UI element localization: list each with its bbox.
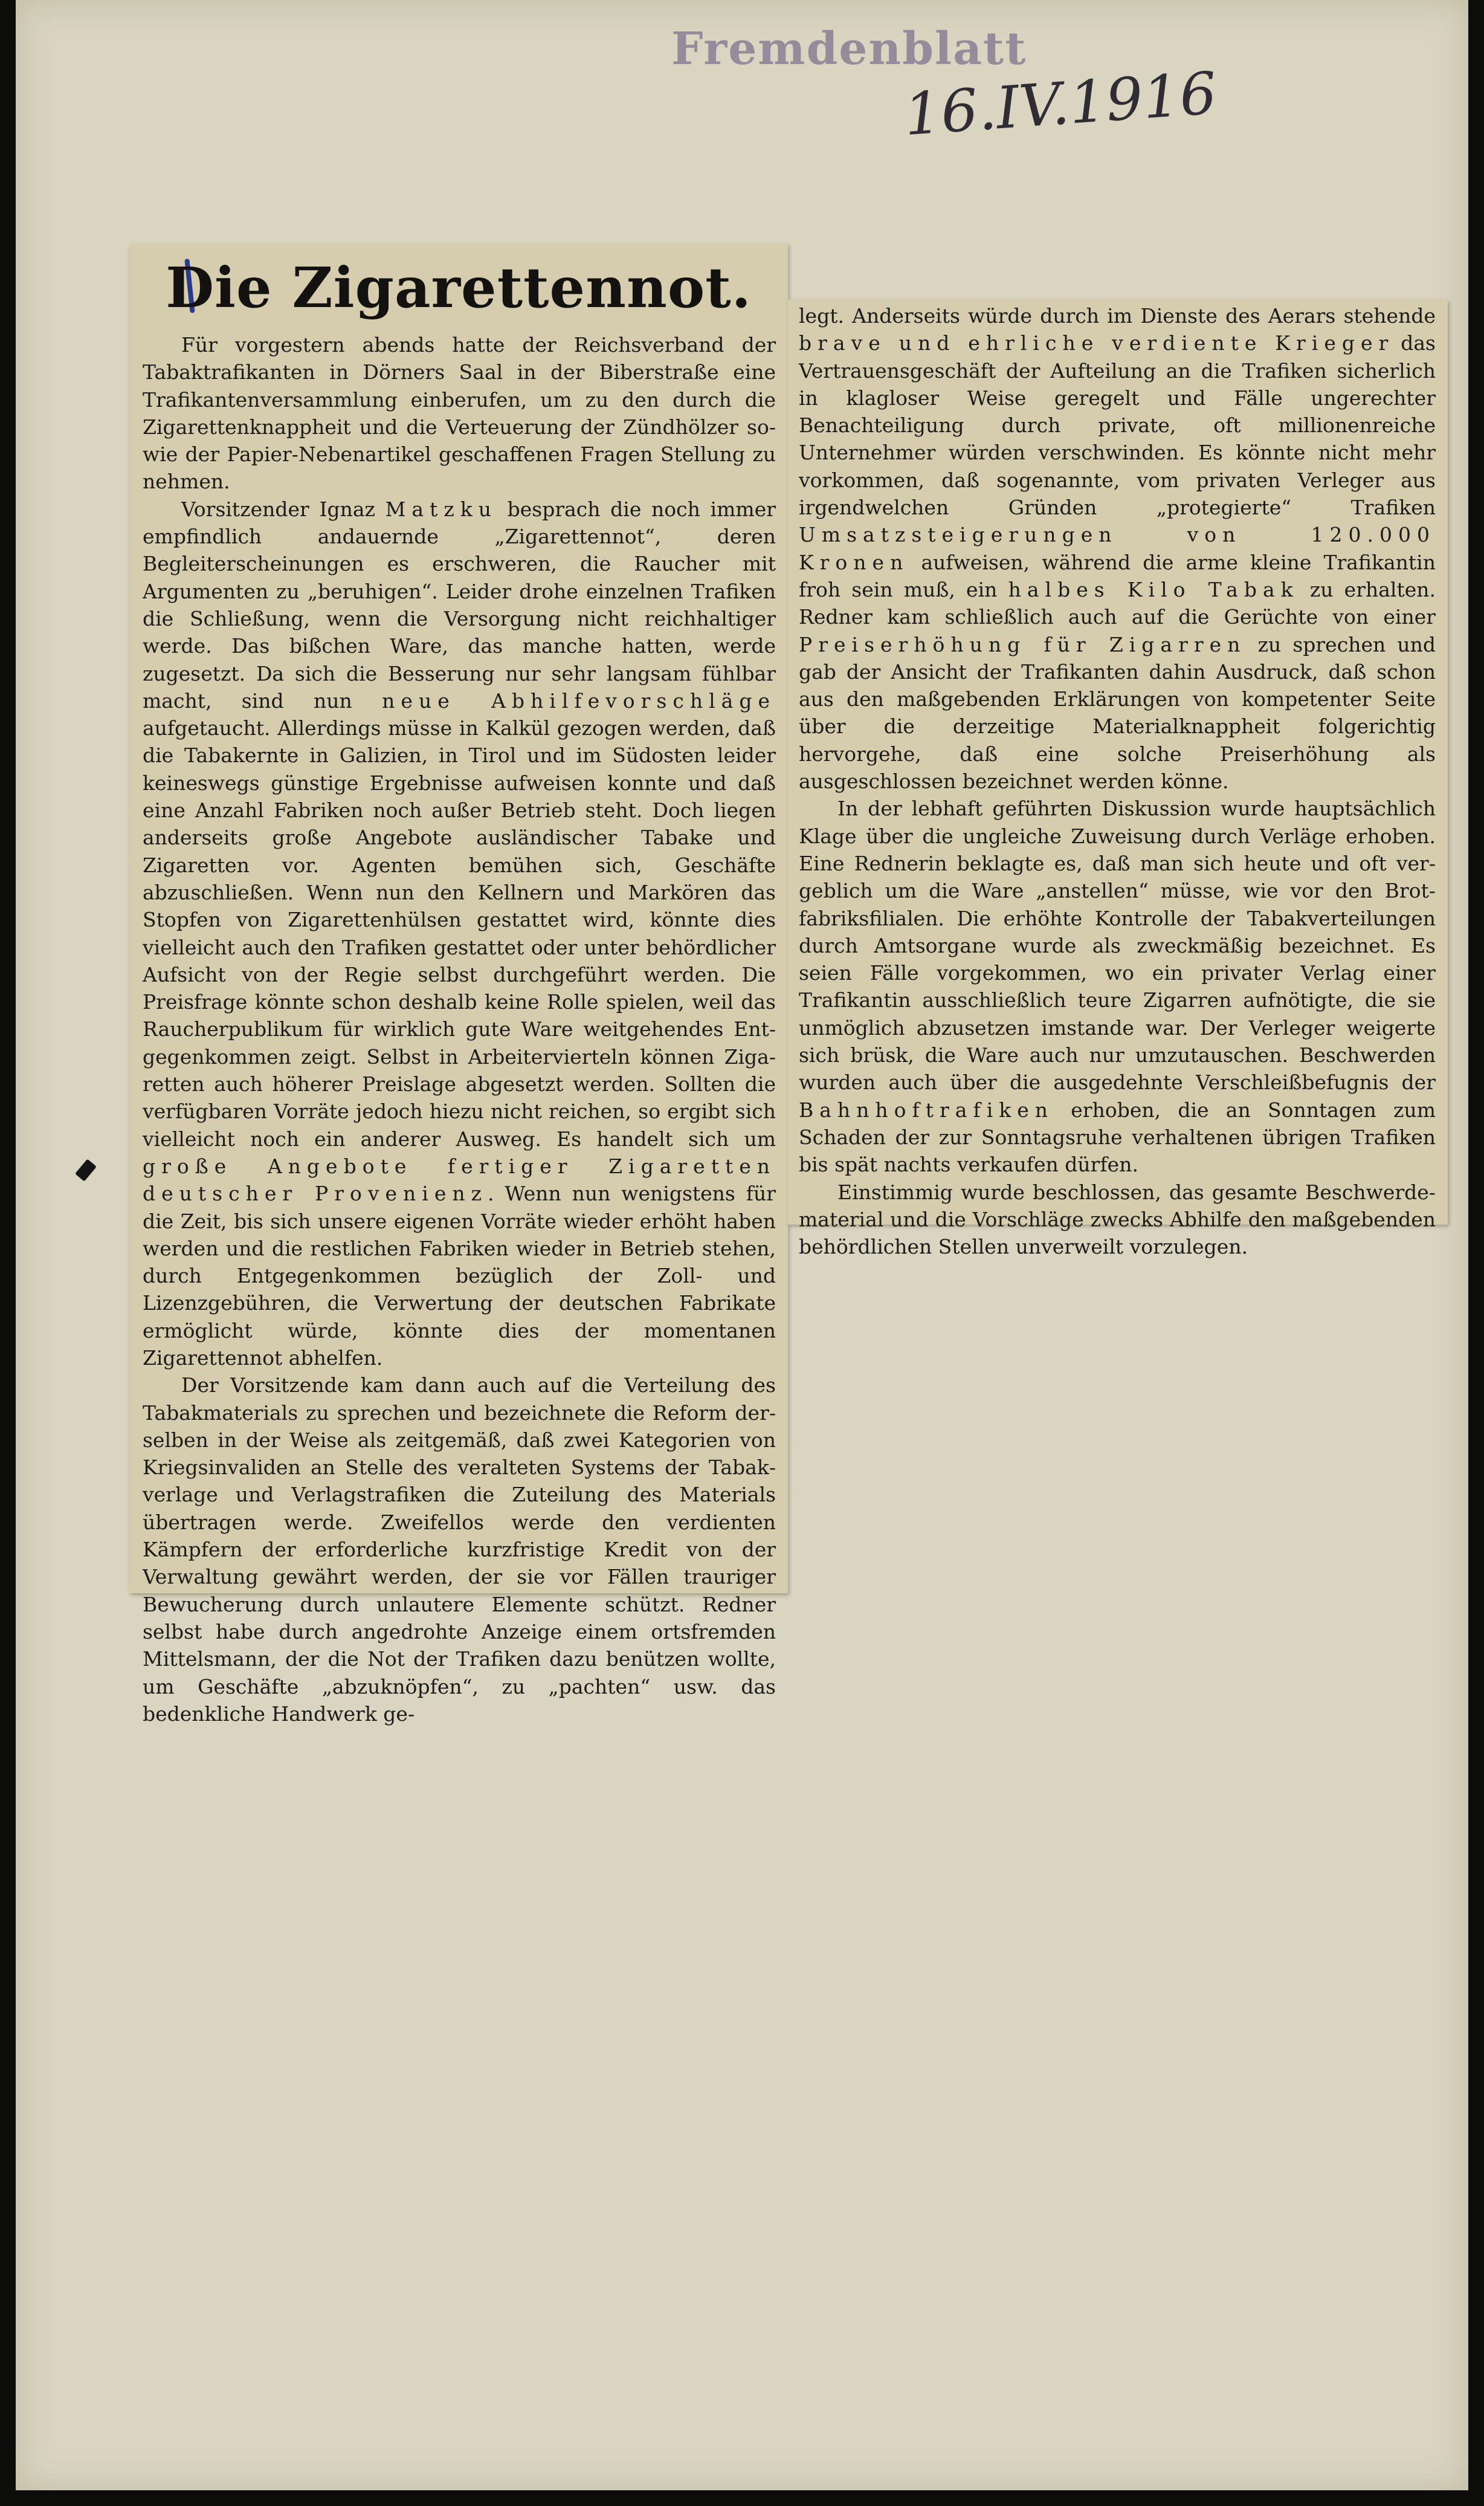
article-paragraph: Vorsitzender Ignaz Matzku besprach die noch immer empfindlich andauernde „Zigarettennot“, deren Begleiterscheinungen es erschweren, die Raucher mit Argumenten zu „beruhigen“. Leider drohe einzelnen Trafiken die Schließung, wenn die Versorgung nicht reichhaltiger werde. Das bißchen Ware, das manche hatten, werde zugesetzt. Da sich die Besserung nur sehr langsam fühlbar macht, sind nun neue Abhilfevorschläge aufgetaucht. Allerdings müsse in Kalkül gezogen werden, daß die Tabakernte in Galizien, in Tirol und im Südosten leider keineswegs günstige Ergebnisse aufweisen konnte und daß eine Anzahl Fabriken noch außer Betrieb steht. Doch liegen anderseits große Angebote ausländischer Tabake und Zigaretten vor. Agenten bemühen sich, Geschäfte abzuschließen. Wenn nun den Kellnern und Markören das Stopfen von Zigarettenhülsen gestattet wird, könnte dies vielleicht auch den Trafiken gestattet oder unter behördlicher Aufsicht von der Regie selbst durchgeführt werden. Die Preisfrage könnte schon deshalb keine Rolle spielen, weil das Raucherpublikum für wirklich gute Ware weitgehendes Entgegenkommen zeigt. Selbst in Arbeitervierteln können Zigaretten auch höherer Preislage abgesetzt werden. Sollten die verfügbaren Vorräte jedoch hiezu nicht reichen, so ergibt sich vielleicht noch ein anderer Ausweg. Es handelt sich um große Angebote fertiger Zigaretten deutscher Provenienz. Wenn nun wenigstens für die Zeit, bis sich unsere eigenen Vorräte wieder erhöht haben werden und die restlichen Fabriken wieder in Betrieb stehen, durch Entgegenkommen bezüglich der Zoll- und Lizenzgebühren, die Verwertung der deutschen Fabrikate ermöglicht würde, könnte dies der momentanen Zigarettennot abhelfen. <box>143 497 776 1370</box>
article-title: Die Zigarettennot. <box>166 255 752 320</box>
spaced-emphasis: brave und ehrliche verdiente Krieger <box>799 331 1395 355</box>
article-column-1 <box>143 331 776 1727</box>
article-paragraph: Einstimmig wurde beschlossen, das gesamte Beschwerdematerial und die Vorschläge zwecks Abhilfe den maßgebenden behördlichen Stellen unverweilt vorzulegen. <box>799 1180 1436 1259</box>
article-paragraph: Der Vorsitzende kam dann auch auf die Verteilung des Tabakmaterials zu sprechen und bezeichnete die Reform derselben in der Weise als zeitgemäß, daß zwei Kategorien von Kriegsinvaliden an Stelle des veralteten Systems der Tabakverlage und Verlagstrafiken die Zuteilung des Materials übertragen werde. Zweifellos werde den verdienten Kämpfern der erforderliche kurzfristige Kredit von der Verwaltung gewährt werden, der sie vor Fällen trauriger Bewucherung durch unlautere Elemente schützt. Redner selbst habe durch angedrohte Anzeige einem ortsfremden Mittelsmann, der die Not der Trafiken dazu benützen wollte, um Geschäfte „abzuknöpfen“, zu „pachten“ usw. das bedenkliche Handwerk ge- <box>143 1373 776 1726</box>
spaced-emphasis: halbes Kilo Tabak <box>1008 577 1299 601</box>
spaced-emphasis: Matzku <box>385 497 497 521</box>
article-paragraph: legt. Anderseits würde durch im Dienste des Aerars stehende brave und ehrliche verdiente Krieger das Vertrauensgeschäft der Aufteilung an die Trafiken sicherlich in klagloser Weise geregelt und Fälle ungerechter Benachteiligung durch private, oft millionenreiche Unternehmer würden verschwinden. Es könnte nicht mehr vorkommen, daß sogenannte, vom privaten Verleger aus irgendwelchen Gründen „protegierte“ Trafiken Umsatzsteigerungen von 120.000 Kronen aufweisen, während die arme kleine Trafikantin froh sein muß, ein halbes Kilo Tabak zu erhalten. Redner kam schließlich auch auf die Gerüchte von einer Preiserhöhung für Zigarren zu sprechen und gab der Ansicht der Trafikanten dahin Ausdruck, daß schon aus den maßgebenden Erklärungen von kompetenter Seite über die derzeitige Materialknappheit folgerichtig hervorgehe, daß eine solche Preiserhöhung als ausgeschlossen bezeichnet werden könne. <box>799 304 1436 794</box>
spaced-emphasis: Bahnhoftrafiken <box>799 1098 1054 1122</box>
newspaper-stamp: Fremdenblatt <box>671 23 1027 75</box>
spaced-emphasis: Preiserhöhung für Zigarren <box>799 632 1247 656</box>
article-paragraph: Für vorgestern abends hatte der Reichsverband der Tabaktrafikanten in Dörners Saal in der Biberstraße eine Trafikantenversammlung einberufen, um zu den durch die Zigarettenknappheit und die Verteuerung der Zündhölzer sowie der Papier-Nebenartikel geschaffenen Fragen Stellung zu nehmen. <box>143 333 776 494</box>
handwritten-date: 16.IV.1916 <box>902 59 1219 149</box>
spaced-emphasis: große Angebote fertiger Zigaretten deutscher Provenienz <box>143 1154 776 1206</box>
spaced-emphasis: Umsatzsteigerungen von 120.000 Kronen <box>799 523 1436 574</box>
spaced-emphasis: neue Abhilfevorschläge <box>382 688 776 713</box>
article-column-2 <box>799 302 1436 1260</box>
article-paragraph: In der lebhaft geführten Diskussion wurde hauptsächlich Klage über die ungleiche Zuweisung durch Verläge erhoben. Eine Rednerin beklagte es, daß man sich heute und oft vergeblich um die Ware „anstellen“ müsse, wie vor den Brotfabriksfilialen. Die erhöhte Kontrolle der Tabakverteilungen durch Amtsorgane wurde als zweckmäßig bezeichnet. Es seien Fälle vorgekommen, wo ein privater Verlag einer Trafikantin ausschließlich teure Zigarren aufnötigte, die sie unmöglich abzusetzen imstande war. Der Verleger weigerte sich brüsk, die Ware auch nur umzutauschen. Beschwerden wurden auch über die ausgedehnte Verschleißbefugnis der Bahnhoftrafiken erhoben, die an Sonntagen zum Schaden der zur Sonntagsruhe verhaltenen übrigen Trafiken bis spät nachts verkaufen dürfen. <box>799 797 1436 1177</box>
